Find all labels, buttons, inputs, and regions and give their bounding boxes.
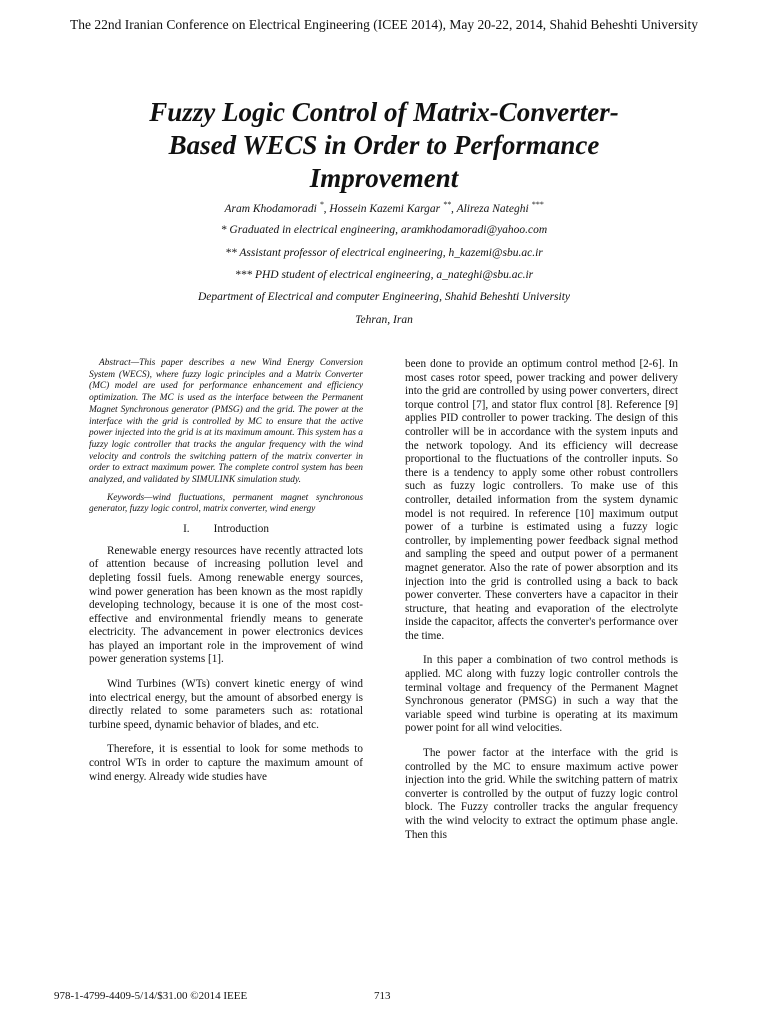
- title-line-3: Improvement: [309, 163, 459, 193]
- title-line-1: Fuzzy Logic Control of Matrix-Converter-: [149, 97, 619, 127]
- author-2: , Hossein Kazemi Kargar: [323, 202, 444, 215]
- author-line: [0, 200, 768, 215]
- author-3: , Alireza Nateghi: [451, 202, 532, 215]
- intro-paragraph-3: Therefore, it is essential to look for some methods to control WTs in order to capture the maximum amount of wind energy. Already wide studies have: [89, 743, 363, 783]
- author-3-mark: ***: [531, 200, 544, 209]
- affiliation-1: * Graduated in electrical engineering, aramkhodamoradi@yahoo.com: [220, 224, 548, 236]
- section-number: I.: [183, 523, 190, 536]
- author-1-mark: *: [319, 200, 324, 209]
- abstract: Abstract—This paper describes a new Wind Energy Conversion System (WECS), where fuzzy logic principles and a Matrix Converter (MC) model are used for performance enhancement and efficiency optimization. The MC is used as the interface between the Permanent Magnet Synchronous generator (PMSG) and the grid. The power at the interface with the grid is controlled by MC to ensure that the active power injected into the grid is at its maximum amount. This system has a fuzzy logic controller that tracks the angular frequency with the wind velocity and controls the switching pattern of the matrix converter in order to extract maximum power. The complete control system has been analyzed, and validated by SIMULINK simulation study.: [89, 358, 363, 486]
- keywords: Keywords—wind fluctuations, permanent magnet synchronous generator, fuzzy logic control, matrix converter, wind energy: [89, 492, 363, 515]
- section-title: Introduction: [213, 523, 269, 536]
- isbn-copyright: 978-1-4799-4409-5/14/$31.00 ©2014 IEEE: [54, 990, 248, 1002]
- affiliation-3: *** PHD student of electrical engineering, a_nateghi@sbu.ac.ir: [234, 269, 534, 281]
- conference-running-header: The 22nd Iranian Conference on Electrical Engineering (ICEE 2014), May 20-22, 2014, Shahid Beheshti University: [70, 17, 698, 32]
- intro-paragraph-1: Renewable energy resources have recently attracted lots of attention because of increasing pollution level and depleting fossil fuels. Among renewable energy sources, wind power generation has been known as the most rapidly developing technology, because it is one of the most cost-effective and environmental friendly means to generate electricity. The advancement in power electronics devices has played an important role in the improvement of wind power generation systems [1].: [89, 544, 363, 666]
- author-2-mark: **: [443, 200, 452, 209]
- right-paragraph-3: The power factor at the interface with the grid is controlled by the MC to ensure maximum active power injection into the grid. While the switching pattern of matrix converter is controlled by the output of fuzzy logic control block. The Fuzzy controller tracks the angular frequency with the wind velocity to extract the optimum phase angle. Then this: [405, 747, 678, 841]
- paper-title: [84, 96, 684, 195]
- page-number: 713: [374, 990, 391, 1002]
- right-column: [405, 358, 678, 842]
- section-heading-introduction: [89, 523, 363, 537]
- right-paragraph-1: been done to provide an optimum control method [2-6]. In most cases rotor speed, power tracking and power delivery into the grid are controlled by using power converters, direct torque control [7], and stator flux control [8]. Reference [9] applies PID controller to power tracking. The design of this controller will be in accordance with the system inputs and the network topology. And its efficiency will decrease proportional to the fluctuations of the controller inputs. So there is a tendency to apply some other robust controllers such as fuzzy logic controllers. To make use of this controller, detailed information from the system dynamic model is not required. In reference [10] maximum output power of a turbine is estimated using a fuzzy logic controller, by implementing power feedback signal method and sampling the speed and output power of a permanent magnet generator. Also the rate of power absorption and its injection into the grid is controlled using a back to back power converter. These converters have a capacitor in their structure, that heating and evaporation of the electrolyte inside the capacitor, affects the converter's performance over the time.: [405, 358, 678, 642]
- title-line-2: Based WECS in Order to Performance: [168, 130, 600, 160]
- right-paragraph-2: In this paper a combination of two control methods is applied. MC along with fuzzy logic controller controls the terminal voltage and frequency of the Permanent Magnet Synchronous generator (PMSG) in such a way that the variable speed wind turbine is operating at its maximum power point for all wind velocities.: [405, 654, 678, 735]
- left-column: [89, 358, 363, 784]
- affiliation-2: ** Assistant professor of electrical engineering, h_kazemi@sbu.ac.ir: [225, 247, 543, 259]
- intro-paragraph-2: Wind Turbines (WTs) convert kinetic energy of wind into electrical energy, but the amount of absorbed energy is directly related to some parameters such as: rotational turbine speed, dynamic behavior of blades, and etc.: [89, 678, 363, 731]
- department-line: Department of Electrical and computer Engineering, Shahid Beheshti University: [197, 291, 571, 303]
- city-line: Tehran, Iran: [355, 314, 413, 326]
- author-1: Aram Khodamoradi: [224, 202, 320, 215]
